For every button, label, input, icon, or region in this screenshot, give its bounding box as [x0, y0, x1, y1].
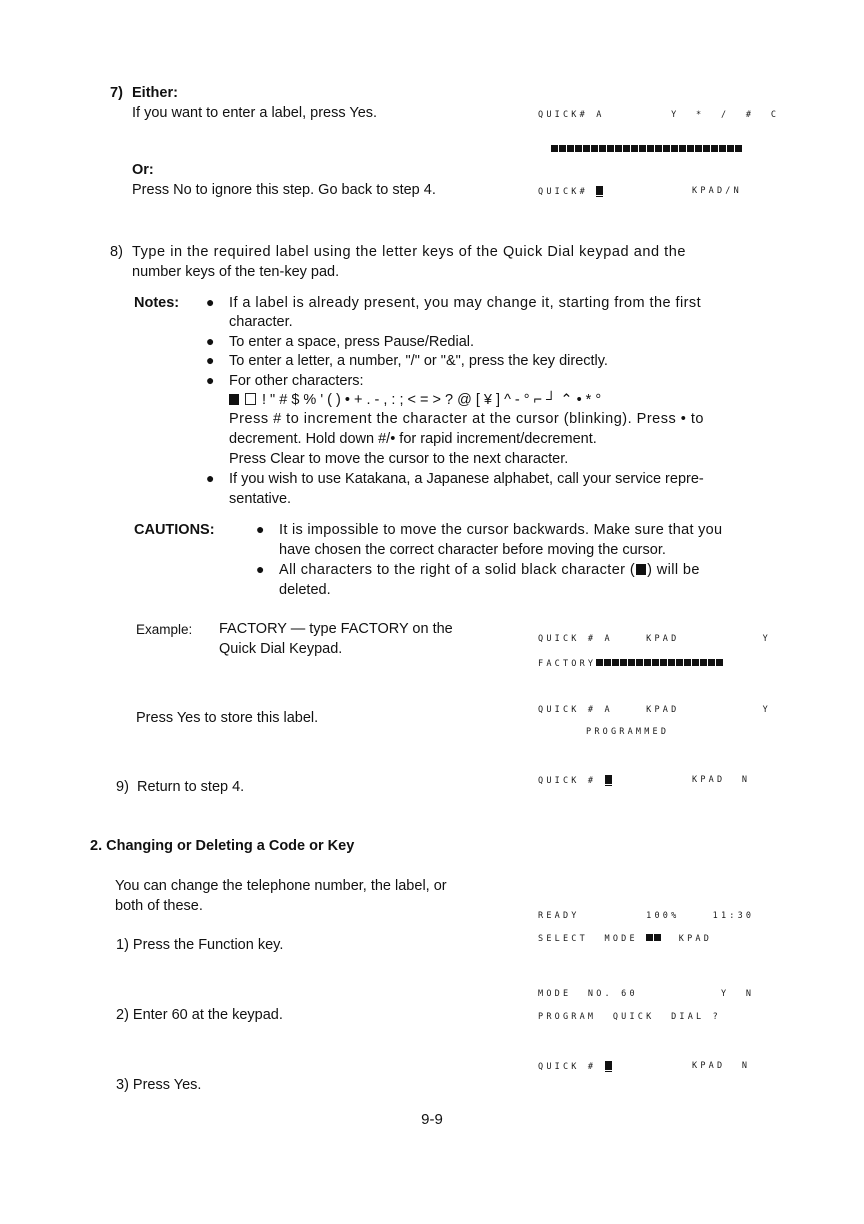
lcd4-line1: QUICK # A KPAD Y	[538, 705, 771, 715]
section2-intro-line1: You can change the telephone number, the label, or	[115, 878, 447, 894]
lcd-cursor-icon	[605, 1061, 612, 1070]
note1-line1: If a label is already present, you may change it, starting from the first	[229, 295, 702, 311]
caution1-line2: have chosen the correct character before moving the cursor.	[279, 542, 666, 558]
lcdA-line1: READY 100% 11:30	[538, 911, 755, 921]
example-label: Example:	[136, 622, 193, 637]
note4: For other characters:	[229, 373, 364, 389]
bullet-icon: ●	[206, 333, 215, 349]
lcd1-line1: QUICK# A Y * / # C	[538, 110, 780, 120]
note4-line4: Press Clear to move the cursor to the next character.	[229, 451, 569, 467]
note2: To enter a space, press Pause/Redial.	[229, 334, 475, 350]
step7-or-text: Press No to ignore this step. Go back to step 4.	[132, 182, 436, 198]
section2-step2: 2) Enter 60 at the keypad.	[116, 1007, 283, 1023]
char-list: ! " # $ % ' ( ) • + . - , : ; < = > ? @ [ ¥ ] ^ - ° ⌐ ┘ ⌃ • * °	[229, 391, 601, 411]
lcd1-block-row	[538, 131, 743, 155]
lcd3-line1: QUICK # A KPAD Y	[538, 634, 771, 644]
example-line1: FACTORY — type FACTORY on the	[219, 621, 453, 637]
lcdB-line1: MODE NO. 60 Y N	[538, 989, 755, 999]
section2-title: 2. Changing or Deleting a Code or Key	[90, 838, 355, 854]
lcd2-right: KPAD/N	[692, 186, 742, 196]
solid-block-icon	[636, 564, 646, 575]
lcdB-line2: PROGRAM QUICK DIAL ?	[538, 1012, 721, 1022]
store-text: Press Yes to store this label.	[136, 710, 319, 726]
lcd5-left: QUICK #	[538, 775, 612, 786]
bullet-icon: ●	[206, 372, 215, 388]
note4-line2: Press # to increment the character at the cursor (blinking). Press • to	[229, 411, 704, 427]
lcd2-left: QUICK#	[538, 186, 603, 197]
lcd-cursor-icon	[605, 775, 612, 784]
block-icon	[654, 934, 661, 941]
step7-or-label: Or:	[132, 162, 154, 178]
note3: To enter a letter, a number, "/" or "&", press the key directly.	[229, 353, 608, 369]
lcd5-right: KPAD N	[692, 775, 751, 785]
step9-text: Return to step 4.	[137, 779, 245, 795]
note1-line2: character.	[229, 314, 293, 330]
bullet-icon: ●	[206, 470, 215, 486]
cautions-label: CAUTIONS:	[134, 522, 215, 538]
step8-number: 8)	[110, 244, 123, 260]
block-icon	[646, 934, 653, 941]
bullet-icon: ●	[256, 521, 265, 537]
section2-step3: 3) Press Yes.	[116, 1077, 202, 1093]
bullet-icon: ●	[256, 561, 265, 577]
notes-label: Notes:	[134, 295, 180, 311]
note5-line1: If you wish to use Katakana, a Japanese alphabet, call your service repre-	[229, 471, 704, 487]
step7-number: 7)	[110, 85, 123, 101]
caution2-line2: deleted.	[279, 582, 331, 598]
lcd4-line2: PROGRAMMED	[586, 727, 670, 737]
page-number: 9-9	[421, 1111, 443, 1128]
bullet-icon: ●	[206, 352, 215, 368]
step8-line1: Type in the required label using the letter keys of the Quick Dial keypad and the	[132, 244, 686, 260]
note4-line3: decrement. Hold down #/• for rapid increment/decrement.	[229, 431, 597, 447]
step7-either-text: If you want to enter a label, press Yes.	[132, 105, 378, 121]
caution2-line1: All characters to the right of a solid black character ( ) will be	[279, 562, 700, 578]
step9-number: 9)	[116, 779, 129, 795]
step7-either-label: Either:	[132, 85, 178, 101]
bullet-icon: ●	[206, 294, 215, 310]
solid-block-icon	[229, 394, 239, 405]
lcd-cursor-icon	[596, 186, 603, 195]
caution1-line1: It is impossible to move the cursor backwards. Make sure that you	[279, 522, 723, 538]
example-line2: Quick Dial Keypad.	[219, 641, 343, 657]
step8-line2: number keys of the ten-key pad.	[132, 264, 340, 280]
empty-box-icon	[245, 393, 256, 405]
note5-line2: sentative.	[229, 491, 292, 507]
lcdC-right: KPAD N	[692, 1061, 751, 1071]
lcdA-line2: SELECT MODE KPAD	[538, 934, 713, 944]
section2-step1: 1) Press the Function key.	[116, 937, 284, 953]
section2-intro-line2: both of these.	[115, 898, 203, 914]
lcdC-left: QUICK #	[538, 1061, 612, 1072]
lcd3-line2: FACTORY	[538, 657, 724, 669]
